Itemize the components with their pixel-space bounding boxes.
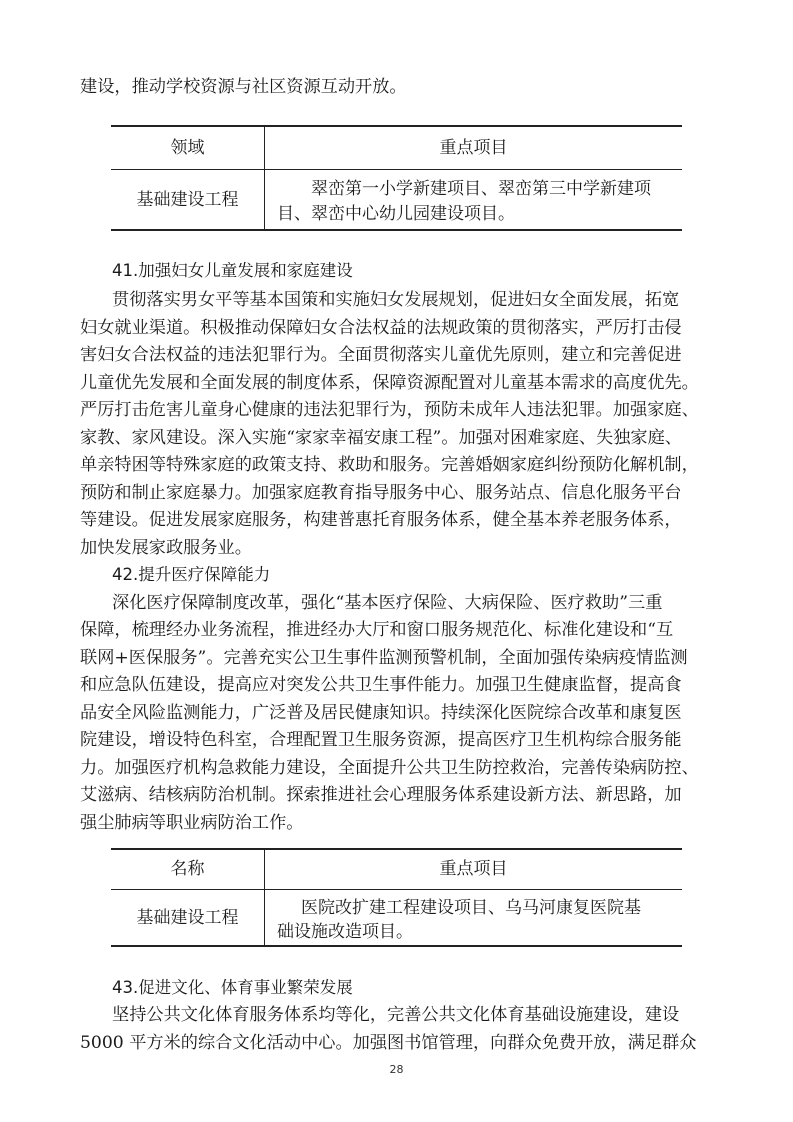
paragraph-line: 强尘肺病等职业病防治工作。 xyxy=(80,813,304,833)
paragraph-line: 深化医疗保障制度改革，强化“基本医疗保险、大病保险、医疗救助”三重 xyxy=(112,593,663,613)
paragraph-line: 预防和制止家庭暴力。加强家庭教育指导服务中心、服务站点、信息化服务平台 xyxy=(80,483,682,503)
table-header-projects: 重点项目 xyxy=(439,859,508,879)
paragraph-line: 严厉打击危害儿童身心健康的违法犯罪行为，预防未成年人违法犯罪。加强家庭、 xyxy=(80,400,699,420)
table-cell-projects-line2: 目、翠峦中心幼儿园建设项目。 xyxy=(277,204,515,224)
paragraph-line: 院建设，增设特色科室，合理配置卫生服务资源，提高医疗卫生机构综合服务能 xyxy=(80,730,682,750)
paragraph-line: 艾滋病、结核病防治机制。探索推进社会心理服务体系建设新方法、新思路，加 xyxy=(80,785,682,805)
paragraph-line: 妇女就业渠道。积极推动保障妇女合法权益的法规政策的贯彻落实，严厉打击侵 xyxy=(80,318,682,338)
table-cell-projects-line1: 翠峦第一小学新建项目、翠峦第三中学新建项 xyxy=(311,179,651,199)
paragraph-line: 等建设。促进发展家庭服务，构建普惠托育服务体系，健全基本养老服务体系， xyxy=(80,510,682,530)
paragraph-line: 加快发展家政服务业。 xyxy=(80,538,252,558)
table-cell-category: 基础建设工程 xyxy=(136,908,239,928)
key-projects-table-medical xyxy=(111,848,682,947)
paragraph-line: 儿童优先发展和全面发展的制度体系，保障资源配置对儿童基本需求的高度优先。 xyxy=(80,373,699,393)
paragraph-line: 害妇女合法权益的违法犯罪行为。全面贯彻落实儿童优先原则，建立和完善促进 xyxy=(80,345,682,365)
table-cell-category: 基础建设工程 xyxy=(136,190,239,210)
table-header-field: 领域 xyxy=(170,138,205,158)
table-cell-projects-line2: 础设施改造项目。 xyxy=(277,922,413,942)
paragraph-line: 坚持公共文化体育服务体系均等化，完善公共文化体育基础设施建设，建设 xyxy=(112,1005,680,1025)
paragraph-line: 联网+医保服务”。完善充实公卫生事件监测预警机制，全面加强传染病疫情监测 xyxy=(80,648,688,668)
table-header-name: 名称 xyxy=(170,859,205,879)
page-number: 28 xyxy=(389,1063,404,1076)
paragraph-line: 品安全风险监测能力，广泛普及居民健康知识。持续深化医院综合改革和康复医 xyxy=(80,703,682,723)
paragraph-line: 贯彻落实男女平等基本国策和实施妇女发展规划，促进妇女全面发展，拓宽 xyxy=(112,290,680,310)
section-heading-43: 43.促进文化、体育事业繁荣发展 xyxy=(112,978,353,997)
paragraph-line: 建设，推动学校资源与社区资源互动开放。 xyxy=(80,77,407,97)
key-projects-table-education xyxy=(111,125,682,231)
paragraph-line: 和应急队伍建设，提高应对突发公共卫生事件能力。加强卫生健康监督，提高食 xyxy=(80,675,682,695)
paragraph-line: 保障，梳理经办业务流程，推进经办大厅和窗口服务规范化、标准化建设和“互 xyxy=(80,620,674,640)
section-heading-42: 42.提升医疗保障能力 xyxy=(112,565,271,584)
table-cell-projects-line1: 医院改扩建工程建设项目、乌马河康复医院基 xyxy=(301,898,641,918)
paragraph-line: 家教、家风建设。深入实施“家家幸福安康工程”。加强对困难家庭、失独家庭、 xyxy=(80,428,682,448)
paragraph-line: 力。加强医疗机构急救能力建设，全面提升公共卫生防控救治，完善传染病防控、 xyxy=(80,758,699,778)
table-header-projects: 重点项目 xyxy=(439,138,508,158)
paragraph-line: 单亲特困等特殊家庭的政策支持、救助和服务。完善婚姻家庭纠纷预防化解机制， xyxy=(80,455,699,475)
section-heading-41: 41.加强妇女儿童发展和家庭建设 xyxy=(112,261,353,280)
paragraph-line: 5000 平方米的综合文化活动中心。加强图书馆管理，向群众免费开放，满足群众 xyxy=(80,1033,697,1053)
